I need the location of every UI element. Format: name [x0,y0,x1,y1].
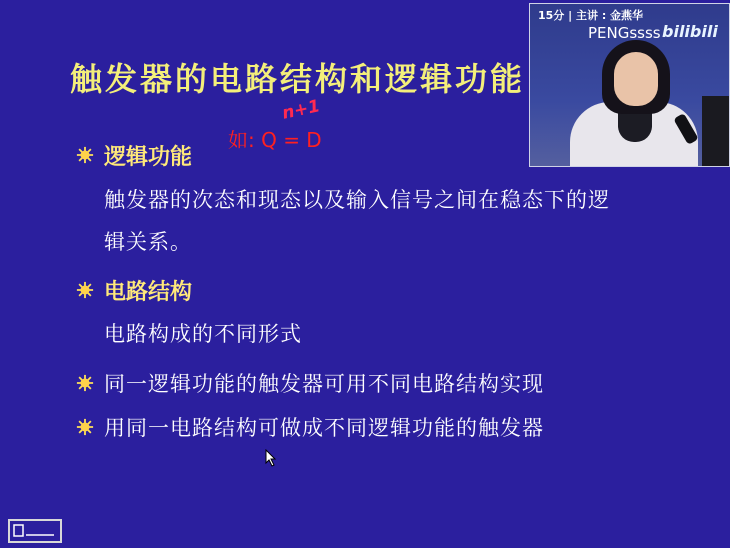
bullet-text: 同一逻辑功能的触发器可用不同电路结构实现 [104,372,544,396]
body-line: 辑关系。 [104,230,192,254]
heading-logic-function: 逻辑功能 [104,145,193,170]
formula-annotation: 如: Q = D [228,128,322,152]
slide-title: 触发器的电路结构和逻辑功能 [70,60,526,98]
sun-bullet-icon [76,281,94,299]
heading-circuit-structure: 电路结构 [104,280,193,305]
slideshow-menu-icon [10,521,60,541]
bullet-text: 用同一电路结构可做成不同逻辑功能的触发器 [104,416,544,440]
video-header: 15分 | 主讲 : 金燕华 [538,9,644,22]
sun-bullet-icon [76,418,94,436]
monitor-prop [702,96,730,166]
sun-bullet-icon [76,146,94,164]
mouse-cursor-icon [265,449,277,467]
sun-bullet-icon [76,374,94,392]
bilibili-logo: bilibili [662,22,718,41]
lecturer-face [614,52,658,106]
slideshow-menu-button[interactable] [8,519,62,543]
handwritten-superscript: n+1 [280,96,322,124]
body-line: 电路构成的不同形式 [104,322,302,346]
uploader-watermark: PENGssss [588,24,661,42]
lecturer-video-overlay [529,3,730,167]
body-line: 触发器的次态和现态以及输入信号之间在稳态下的逻 [104,188,610,212]
